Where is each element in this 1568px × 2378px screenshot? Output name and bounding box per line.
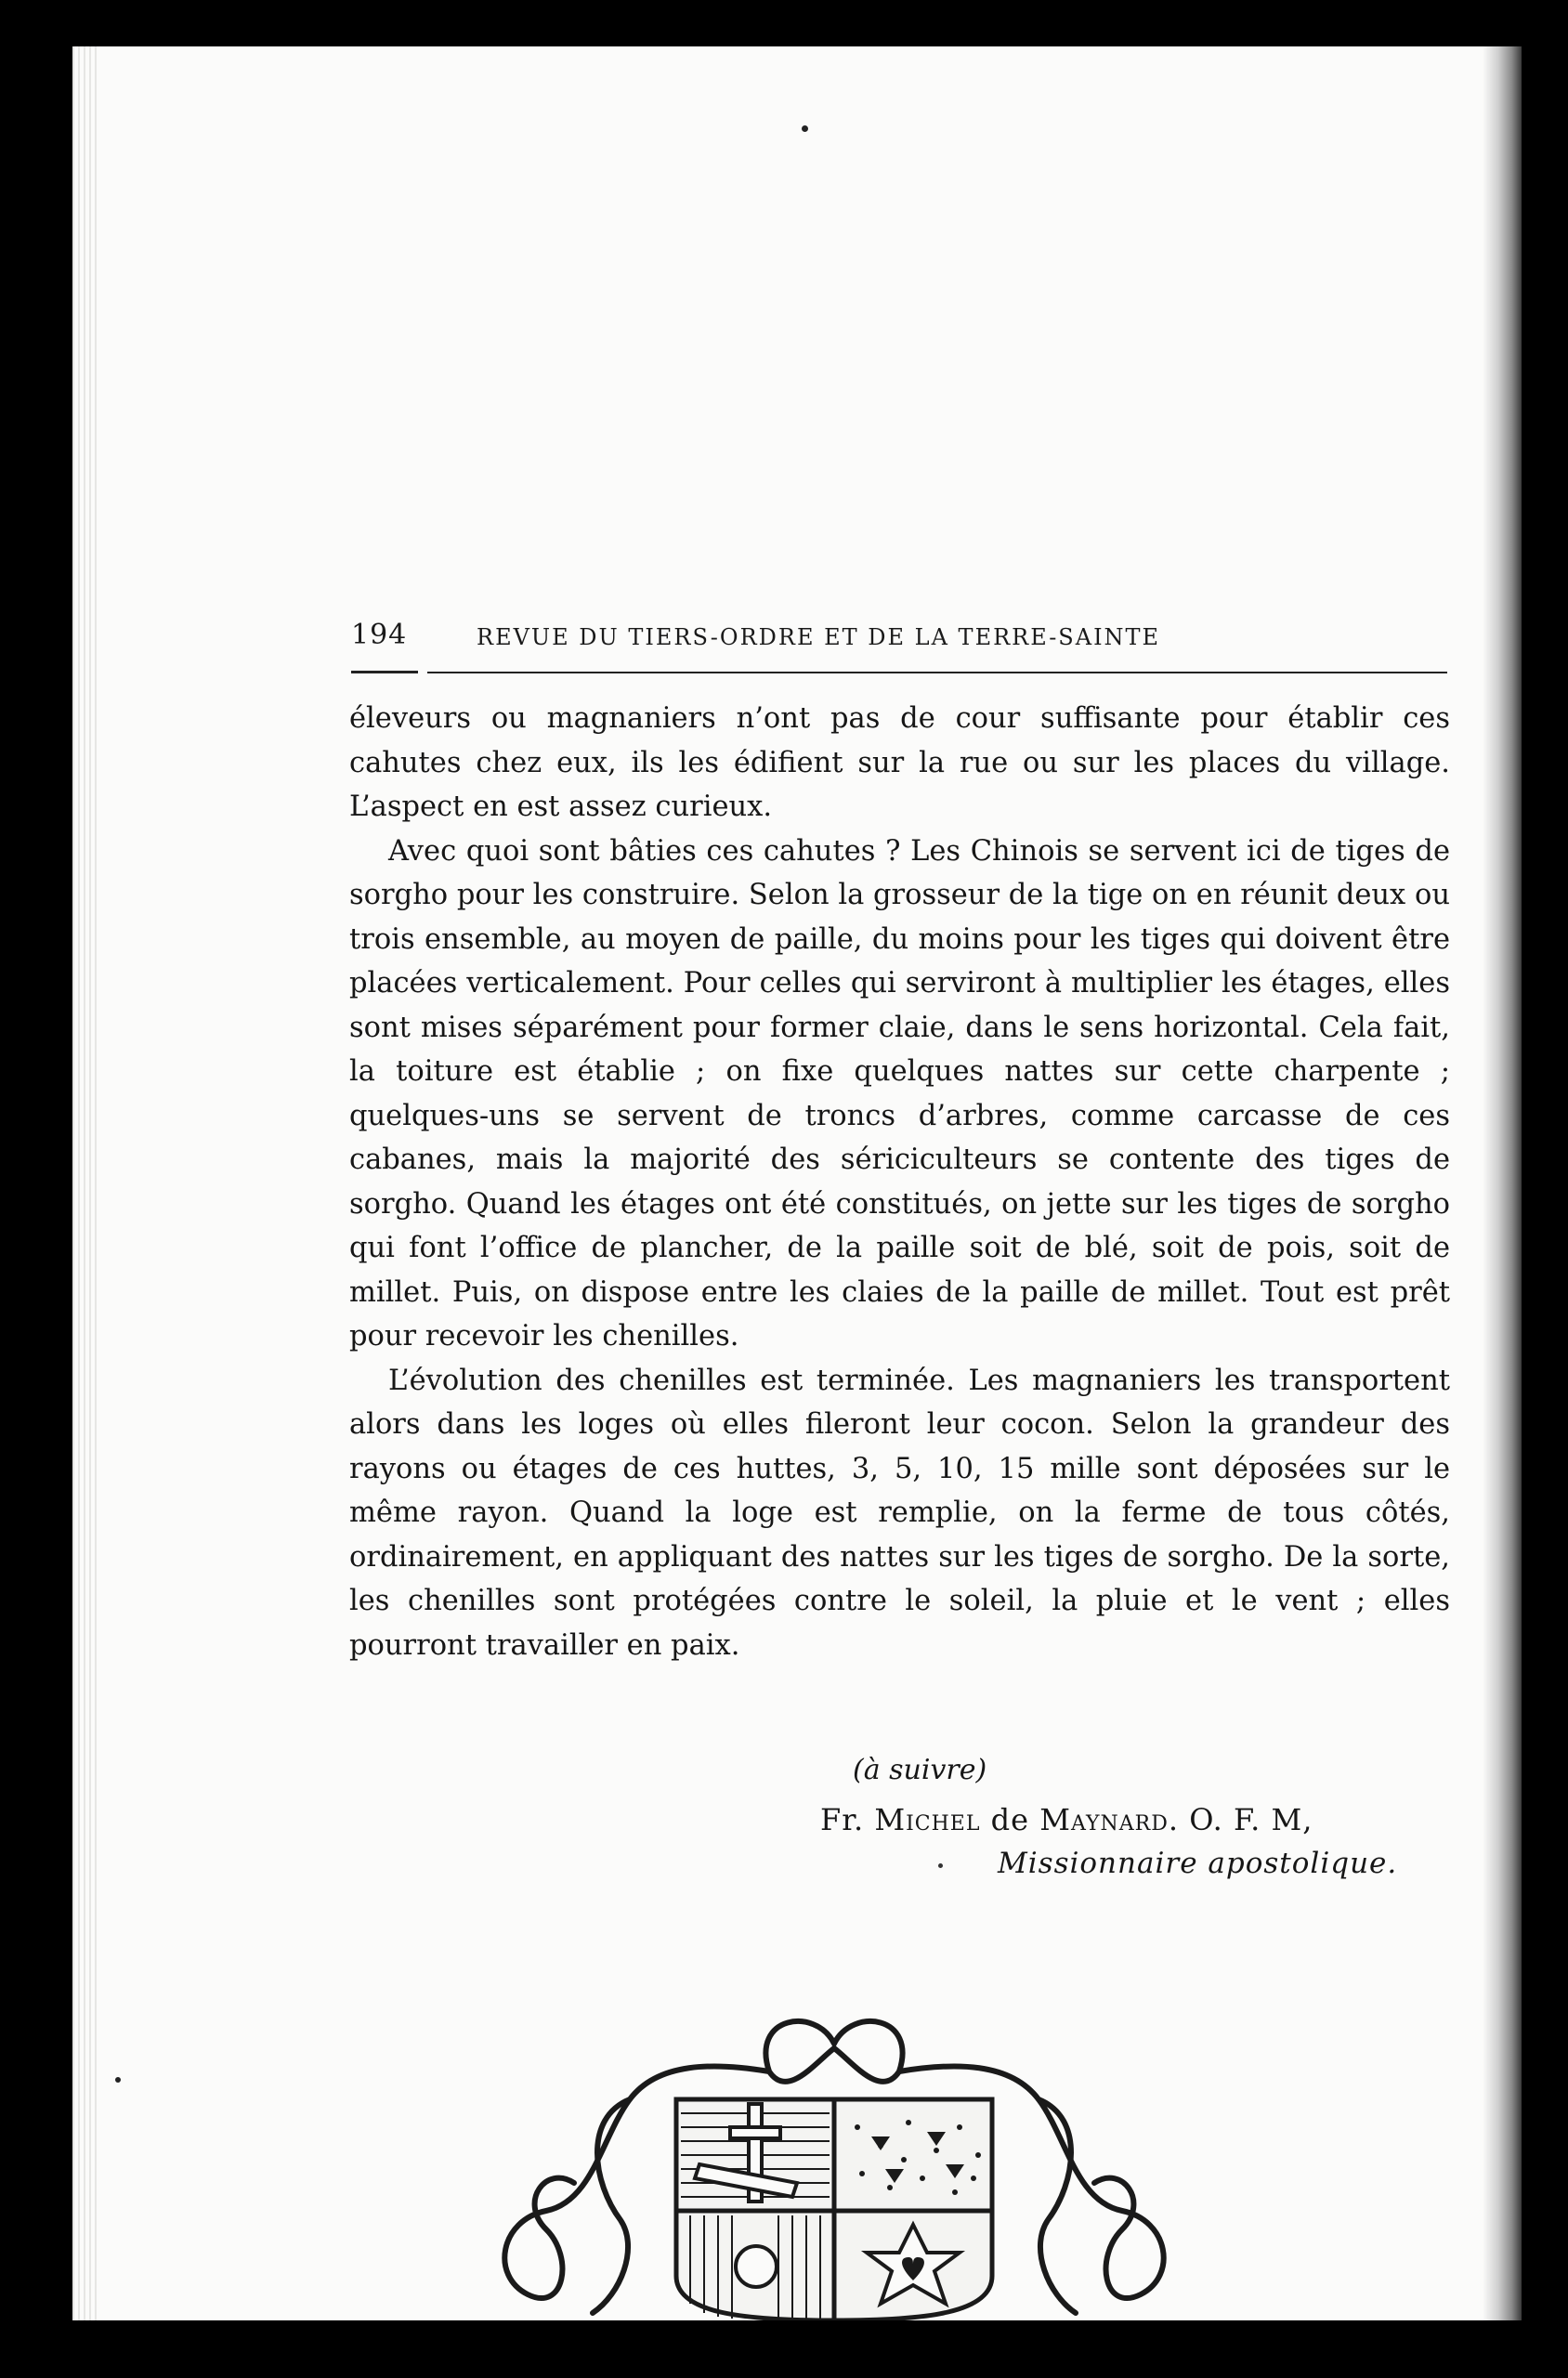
page-gutter-shadow (1483, 46, 1522, 2320)
author-last-name: Maynard (1039, 1802, 1169, 1837)
crest-cherub (736, 2246, 777, 2287)
author-particle: de (990, 1802, 1030, 1837)
continuation-note: (à suivre) (853, 1754, 987, 1786)
page-header (351, 613, 1447, 669)
margin-speck (115, 2077, 121, 2083)
paragraph-3: L’évolution des chenilles est terminée. Les magnaniers les transportent alors dans les loges où elles fileront leur cocon. Selon la grandeur des rayons ou étages de ces huttes, 3, 5, 10, 15 mille sont déposées sur le même rayon. Quand la loge est remplie, on la ferme de tous côtés, ordinairement, en appliquant des nattes sur les tiges de sorgho. De la sorte, les chenilles sont protégées contre le soleil, la pluie et le vent ; elles pourront travailler en paix. (349, 1364, 1450, 1662)
book-page (72, 46, 1522, 2320)
running-head: REVUE DU TIERS-ORDRE ET DE LA TERRE-SAINTE (477, 624, 1161, 650)
paragraph-1: éleveurs ou magnaniers n’ont pas de cour suffisante pour établir ces cahutes chez eux, ils les édifient sur la rue ou sur les places du village. L’aspect en est assez curieux. (349, 702, 1450, 823)
paragraph-2: Avec quoi sont bâties ces cahutes ? Les Chinois se servent ici de tiges de sorgho pour les construire. Selon la grosseur de la tige on en réunit deux ou trois ensemble, au moyen de paille, du moins pour les tiges qui doivent être placées verticalement. Pour celles qui serviront à multiplier les étages, elles sont mises séparément pour former claie, dans le sens horizontal. Cela fait, la toiture est établie ; on fixe quelques nattes sur cette charpente ; quelques-uns se servent de troncs d’arbres, comme carcasse de ces cabanes, mais la majorité des sériciculteurs se contente des tiges de sorgho. Quand les étages ont été constitués, on jette sur les tiges de sorgho qui font l’office de plancher, de la paille soit de blé, soit de pois, soit de millet. Puis, on dispose entre les claies de la paille de millet. Tout est prêt pour recevoir les chenilles. (349, 834, 1450, 1352)
author-name (820, 1802, 1313, 1837)
header-rule (427, 672, 1447, 673)
author-order: . O. F. M, (1168, 1802, 1313, 1837)
crest-knot (765, 2021, 902, 2082)
page-number: 194 (351, 619, 408, 651)
ink-speck-small (938, 1863, 943, 1868)
author-first-name: Michel (874, 1802, 981, 1837)
article-body (349, 697, 1450, 1667)
author-title: Missionnaire apostolique. (998, 1847, 1398, 1880)
header-rule-short (351, 671, 418, 673)
author-prefix: Fr. (820, 1802, 865, 1837)
coat-of-arms-icon (490, 1997, 1178, 2320)
ink-speck (802, 125, 808, 132)
